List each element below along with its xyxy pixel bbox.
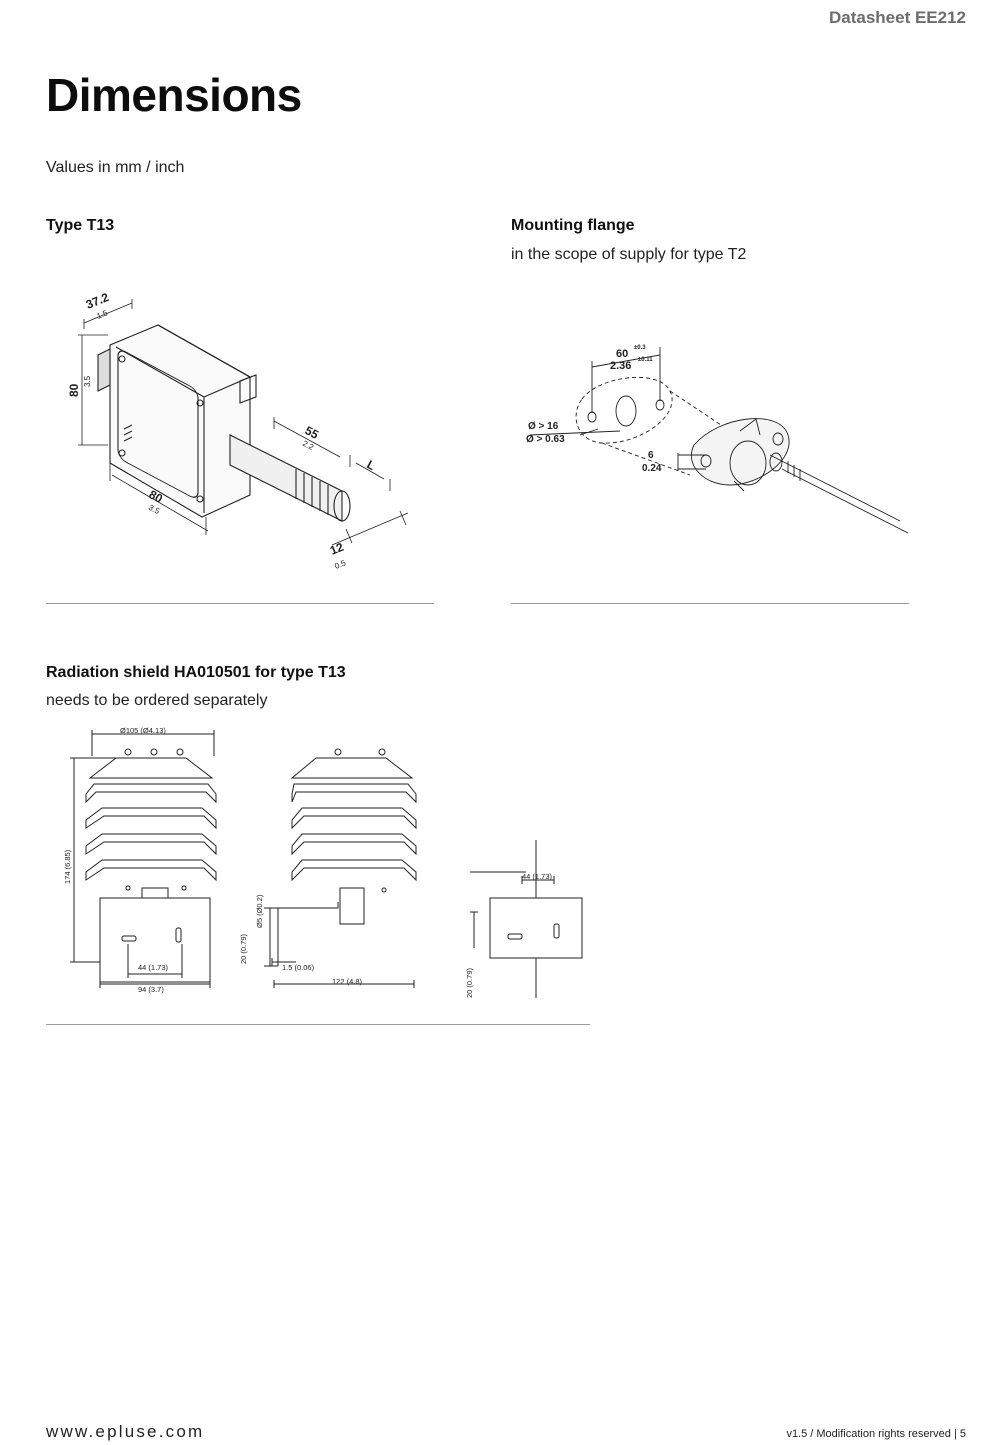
flange-thickness-in: 0.24 xyxy=(642,463,662,474)
t13-probe-mm: 55 xyxy=(302,423,321,442)
footer-version: v1.5 / Modification rights reserved | 5 xyxy=(786,1428,966,1440)
shield-divider xyxy=(46,1024,590,1025)
flange-pitch-tol: ±0.3 xyxy=(634,345,646,351)
shield-bracket-thickness-label: 1.5 (0.06) xyxy=(282,963,315,972)
page-title: Dimensions xyxy=(46,69,302,121)
t13-width-mm: 80 xyxy=(146,487,165,506)
footer-website: www.epluse.com xyxy=(46,1422,205,1441)
flange-pitch-mm: 60 xyxy=(616,348,629,360)
flange-thickness-mm: 6 xyxy=(648,450,654,461)
shield-slot-spacing-label: 44 (1.73) xyxy=(138,963,169,972)
t13-divider xyxy=(46,603,434,604)
shield-section-subtitle: needs to be ordered separately xyxy=(46,692,268,709)
t13-section-title: Type T13 xyxy=(46,217,115,234)
shield-bracket-diameter-label: Ø5 (Ø0.2) xyxy=(255,894,264,928)
t13-diameter-in: 0.5 xyxy=(333,558,348,571)
t13-diameter-mm: 12 xyxy=(327,539,346,558)
flange-divider xyxy=(511,603,909,604)
flange-hole-mm: Ø > 16 xyxy=(528,421,559,432)
t13-dimension-drawing xyxy=(60,285,430,585)
t13-height-in: 3.5 xyxy=(83,375,92,387)
document-title: Datasheet EE212 xyxy=(828,8,966,27)
shield-depth-label: 122 (4.8) xyxy=(332,977,363,986)
flange-section-title: Mounting flange xyxy=(511,217,635,234)
flange-pitch-in: 2.36 xyxy=(610,360,632,372)
t13-length-label: L xyxy=(364,457,378,474)
t13-width-in: 3.5 xyxy=(147,502,162,516)
flange-pitch-in-tol: ±0.11 xyxy=(638,357,653,363)
t13-height-mm: 80 xyxy=(67,383,81,397)
flange-dimension-drawing xyxy=(520,335,915,535)
shield-diameter-label: Ø105 (Ø4.13) xyxy=(120,726,166,735)
t13-depth-in: 1.5 xyxy=(95,308,110,321)
flange-section-subtitle: in the scope of supply for type T2 xyxy=(511,246,747,263)
plate-height-label: 20 (0.79) xyxy=(465,967,474,998)
t13-depth-mm: 37.2 xyxy=(83,290,111,312)
shield-section-title: Radiation shield HA010501 for type T13 xyxy=(46,664,346,681)
shield-dimension-drawing xyxy=(46,722,596,1007)
t13-probe-in: 2.2 xyxy=(301,438,316,452)
units-note: Values in mm / inch xyxy=(46,159,185,176)
shield-base-width-label: 94 (3.7) xyxy=(138,985,164,994)
shield-bracket-height-label: 20 (0.79) xyxy=(239,933,248,964)
plate-spacing-label: 44 (1.73) xyxy=(522,872,553,881)
flange-hole-in: Ø > 0.63 xyxy=(526,434,565,445)
shield-height-label: 174 (6.85) xyxy=(63,849,72,884)
